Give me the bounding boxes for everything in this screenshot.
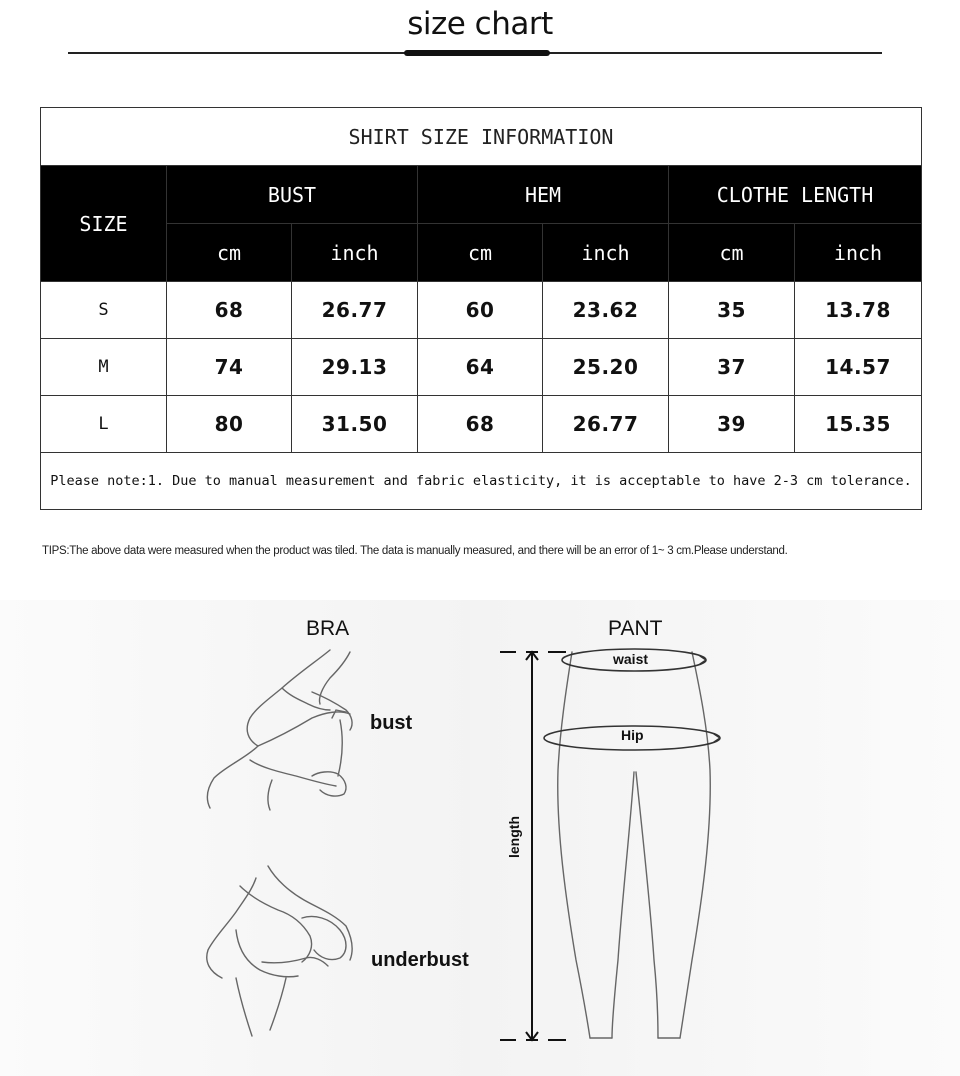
table-cell: 13.78 (795, 282, 922, 339)
table-cell: 37 (669, 339, 795, 396)
unit-header: inch (543, 224, 669, 282)
table-cell: 60 (418, 282, 543, 339)
unit-header: cm (669, 224, 795, 282)
table-cell: 26.77 (292, 282, 418, 339)
pant-title: PANT (608, 617, 663, 640)
measurement-illustration (0, 600, 960, 1076)
table-cell: 31.50 (292, 396, 418, 453)
underbust-label: underbust (371, 949, 469, 971)
unit-header: cm (167, 224, 292, 282)
table-cell: 35 (669, 282, 795, 339)
table-cell: 68 (167, 282, 292, 339)
table-cell: 64 (418, 339, 543, 396)
page-title: size chart (407, 6, 553, 42)
hip-label: Hip (621, 727, 644, 743)
size-table (40, 107, 922, 510)
size-cell: M (41, 339, 167, 396)
size-header: SIZE (41, 166, 167, 282)
group-header-bust: BUST (167, 166, 418, 224)
size-cell: L (41, 396, 167, 453)
table-note: Please note:1. Due to manual measurement and fabric elasticity, it is acceptable to have 2-3 cm tolerance. (41, 453, 922, 510)
heading-underline-bar (404, 50, 550, 56)
table-row (41, 396, 922, 453)
table-cell: 26.77 (543, 396, 669, 453)
table-cell: 25.20 (543, 339, 669, 396)
table-row (41, 282, 922, 339)
table-cell: 29.13 (292, 339, 418, 396)
bust-label: bust (370, 712, 413, 734)
length-label: length (506, 816, 522, 858)
table-cell: 74 (167, 339, 292, 396)
body-outline-illustration (0, 600, 960, 1076)
table-cell: 14.57 (795, 339, 922, 396)
tips-text: TIPS:The above data were measured when the product was tiled. The data is manually measured, and there will be an error of 1~ 3 cm.Please understand. (42, 545, 788, 557)
size-cell: S (41, 282, 167, 339)
unit-header: inch (292, 224, 418, 282)
bra-title: BRA (306, 617, 350, 640)
group-header-hem: HEM (418, 166, 669, 224)
unit-header: cm (418, 224, 543, 282)
table-cell: 15.35 (795, 396, 922, 453)
table-cell: 68 (418, 396, 543, 453)
table-cell: 23.62 (543, 282, 669, 339)
table-cell: 39 (669, 396, 795, 453)
group-header-clothe-length: CLOTHE LENGTH (669, 166, 922, 224)
unit-header: inch (795, 224, 922, 282)
table-title: SHIRT SIZE INFORMATION (41, 108, 922, 166)
table-cell: 80 (167, 396, 292, 453)
table-row (41, 339, 922, 396)
waist-label: waist (613, 651, 649, 667)
